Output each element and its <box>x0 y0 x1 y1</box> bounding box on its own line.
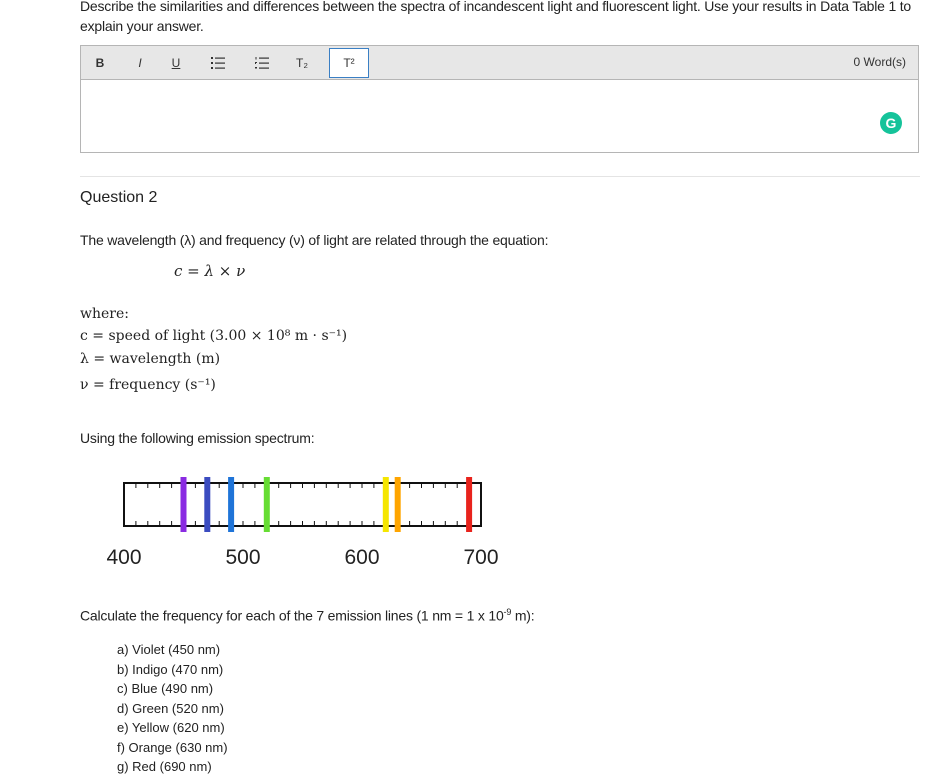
calc-instruction <box>80 607 534 624</box>
list-item: d) Green (520 nm) <box>117 700 224 716</box>
definition-frequency: ν = frequency (s⁻¹) <box>80 377 216 393</box>
subscript-button[interactable]: T₂ <box>296 56 308 70</box>
tick-label: 400 <box>106 546 142 569</box>
bulleted-list-icon <box>211 57 225 69</box>
calc-exponent: -9 <box>503 607 512 617</box>
list-item: f) Orange (630 nm) <box>117 739 228 755</box>
editor-toolbar <box>81 46 918 80</box>
bold-button[interactable]: B <box>95 56 105 70</box>
spectrum-label: Using the following emission spectrum: <box>80 430 315 446</box>
rich-text-editor <box>80 45 919 153</box>
italic-button[interactable]: I <box>138 56 142 70</box>
superscript-button[interactable]: T² <box>329 48 369 78</box>
spectrum-tick-labels <box>106 546 498 569</box>
question2-title: Question 2 <box>80 189 158 206</box>
list-item: b) Indigo (470 nm) <box>117 661 224 677</box>
question2-stem: The wavelength (λ) and frequency (ν) of light are related through the equation: <box>80 232 549 248</box>
numbered-list-button[interactable] <box>249 50 275 76</box>
emission-line-green <box>264 477 270 532</box>
emission-line-list <box>117 640 228 777</box>
grammarly-icon[interactable]: G <box>880 112 902 134</box>
wave-equation: c = λ × ν <box>174 262 246 280</box>
underline-button[interactable]: U <box>171 56 181 70</box>
list-item: e) Yellow (620 nm) <box>117 720 225 735</box>
spectrum-ticks <box>124 483 481 526</box>
list-item: c) Blue (490 nm) <box>117 681 214 696</box>
emission-spectrum <box>0 470 560 580</box>
emission-line-yellow <box>383 477 389 532</box>
tick-label: 600 <box>344 546 380 569</box>
calc-instruction-text: Calculate the frequency for each of the 7 emission lines (1 nm = 1 x 10 <box>80 607 504 624</box>
answer-textarea[interactable] <box>81 80 918 152</box>
emission-line-violet <box>181 477 187 532</box>
question1-prompt: Describe the similarities and differences between the spectra of incandescent light and fluorescent light. Use your results in Data Table 1 to explain your answer. <box>80 0 912 34</box>
emission-line-blue <box>228 477 234 532</box>
tick-label: 700 <box>463 546 499 569</box>
definition-speed: c = speed of light (3.00 × 10⁸ m · s⁻¹) <box>80 328 348 344</box>
spectrum-frame <box>124 483 481 526</box>
word-count: 0 Word(s) <box>853 55 906 69</box>
numbered-list-icon <box>255 57 269 69</box>
emission-line-orange <box>395 477 401 532</box>
bulleted-list-button[interactable] <box>205 50 231 76</box>
tick-label: 500 <box>225 546 261 569</box>
where-label: where: <box>80 306 129 322</box>
spectrum-box <box>124 483 481 526</box>
emission-line-indigo <box>204 477 210 532</box>
list-item: g) Red (690 nm) <box>117 759 212 774</box>
list-item: a) Violet (450 nm) <box>117 642 221 657</box>
definition-wavelength: λ = wavelength (m) <box>80 351 221 367</box>
emission-line-red <box>466 477 472 532</box>
calc-instruction-suffix: m): <box>511 607 535 624</box>
section-divider <box>80 176 920 177</box>
